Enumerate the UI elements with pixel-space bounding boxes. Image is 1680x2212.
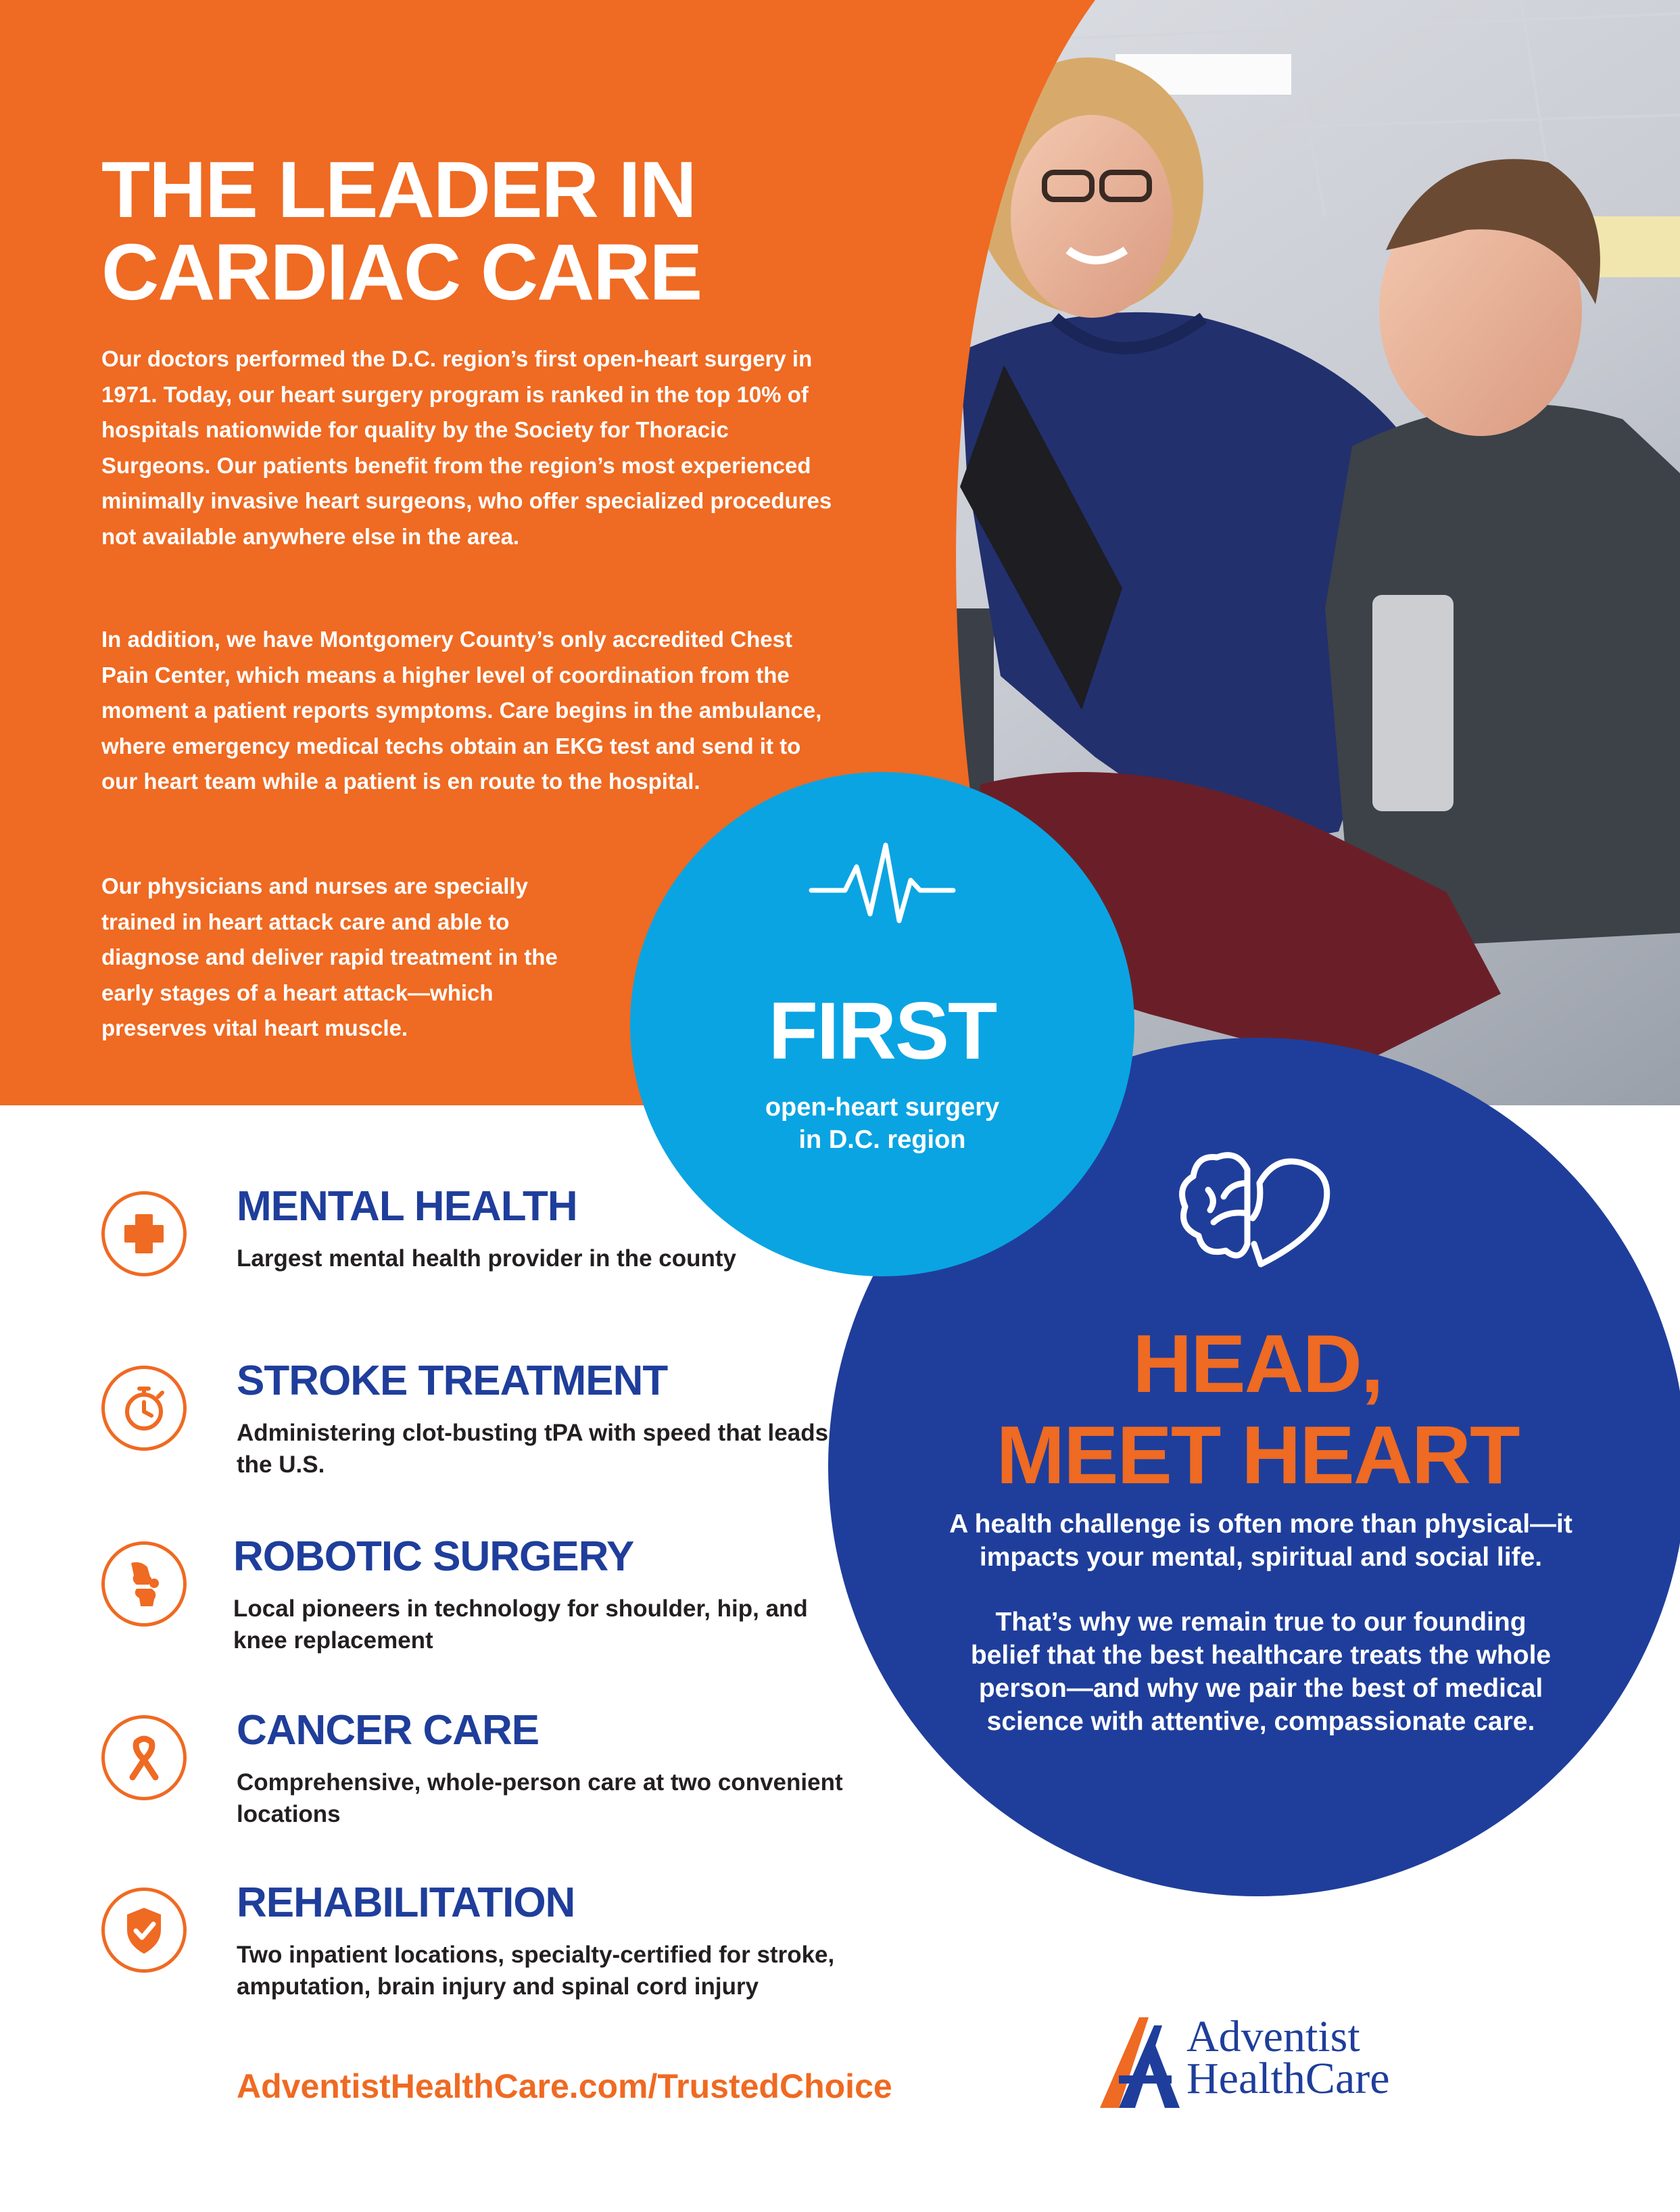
adventist-healthcare-logo [1092,2008,1470,2116]
brain-heart-icon [1173,1143,1342,1271]
first-badge-title: FIRST [768,986,997,1076]
feature-description: Two inpatient locations, specialty-certified for stroke, amputation, brain injury and spinal cord injury [237,1942,835,2000]
feature-stroke-treatment [101,1357,845,1493]
adventist-a-logo-icon [1092,2008,1193,2109]
feature-robotic-surgery [101,1533,845,1668]
stopwatch-icon [101,1366,187,1451]
feature-title: ROBOTIC SURGERY [233,1533,634,1580]
shield-check-icon [101,1888,187,1973]
head-title-line-1: HEAD, [1132,1318,1383,1410]
awareness-ribbon-icon [101,1715,187,1800]
feature-title: MENTAL HEALTH [237,1183,577,1230]
head-title-line-2: MEET HEART [996,1409,1519,1501]
feature-cancer-care [101,1707,845,1842]
head-meet-heart-title [828,1318,1680,1501]
feature-title: CANCER CARE [237,1707,539,1754]
website-link[interactable]: AdventistHealthCare.com/TrustedChoice [237,2067,892,2105]
feature-mental-health [101,1183,845,1318]
medical-cross-icon [101,1191,187,1276]
first-badge-subtitle [630,1091,1134,1156]
feature-title: STROKE TREATMENT [237,1357,668,1404]
feature-rehabilitation [101,1879,845,2015]
logo-word-adventist: Adventist [1186,2012,1360,2061]
first-badge-subtitle-line-2: in D.C. region [798,1126,966,1154]
feature-title: REHABILITATION [237,1879,575,1926]
head-heart-paragraph-1: A health challenge is often more than physical—it impacts your mental, spiritual and social life. [949,1510,1573,1572]
heartbeat-line-icon [808,840,957,928]
intro-paragraph-2: In addition, we have Montgomery County’s only accredited Chest Pain Center, which means a higher level of coordination from the moment a patient reports symptoms. Care begins in the ambulance, where emergency medical techs obtain an EKG test and send it to our heart team while a patient is en route to the hospital. [101,627,822,794]
feature-description: Comprehensive, whole-person care at two convenient locations [237,1769,843,1827]
headline-line-2: CARDIAC CARE [101,228,702,317]
first-badge-subtitle-line-1: open-heart surgery [765,1093,1000,1122]
head-heart-paragraph-2: That’s why we remain true to our founding belief that the best healthcare treats the whole person—and why we pair the best of medical science with attentive, compassionate care. [970,1608,1552,1736]
logo-word-healthcare: HealthCare [1186,2054,1390,2103]
feature-description: Largest mental health provider in the county [237,1245,737,1272]
feature-description: Administering clot-busting tPA with speed that leads the U.S. [237,1420,829,1478]
page-headline [101,145,845,317]
feature-description: Local pioneers in technology for shoulder, hip, and knee replacement [233,1595,808,1654]
intro-paragraph-1: Our doctors performed the D.C. region’s first open-heart surgery in 1971. Today, our heart surgery program is ranked in the top 10% of hospitals nationwide for quality by the Society for Thoracic Surgeons. Our patients benefit from the region’s most experienced minimally invasive heart surgeons, who offer specialized procedures not available anywhere else in the area. [101,346,832,549]
intro-paragraph-3: Our physicians and nurses are specially trained in heart attack care and able to diagnose and deliver rapid treatment in the early stages of a heart attack—which preserves vital heart muscle. [101,873,558,1040]
knee-joint-icon [101,1541,187,1627]
headline-line-1: THE LEADER IN [101,145,696,235]
